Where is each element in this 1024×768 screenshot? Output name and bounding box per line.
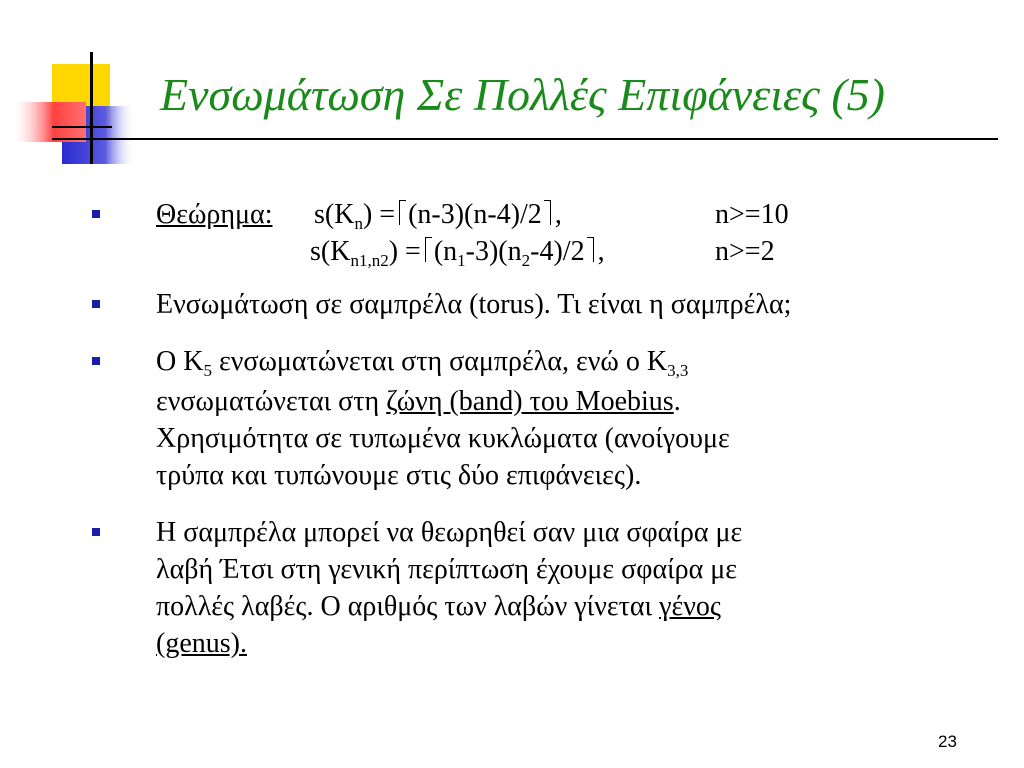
formula-2-part-1: (n: [433, 236, 458, 267]
bullet-square-icon: [92, 300, 100, 308]
title-divider: [52, 138, 998, 140]
formula-1-eq: ) =: [362, 199, 396, 230]
bullet-genus-line-3: [156, 588, 970, 625]
formula-2-lhs: s(K: [310, 236, 351, 267]
ceiling-left-icon: [399, 200, 406, 225]
corner-decoration: [0, 0, 150, 170]
bullet-k5-line-2: [156, 383, 970, 420]
genus-term-english: (genus).: [156, 628, 247, 659]
text-k: Ο K: [156, 346, 204, 377]
ceiling-right-icon: [544, 200, 551, 225]
subscript-5: 5: [203, 361, 212, 380]
bullet-k5-k33: [90, 343, 970, 494]
bullet-torus-text: Ενσωμάτωση σε σαμπρέλα (torus). Τι είναι η σαμπρέλα;: [156, 289, 792, 320]
ceiling-right-icon: [587, 237, 594, 262]
formula-2-part-2: -3)(n: [465, 236, 522, 267]
bullet-genus-line-4: [156, 625, 970, 662]
formula-2-subscript-1: 1: [457, 251, 466, 270]
formula-1-lhs: s(K: [314, 199, 355, 230]
formula-2-part-3: -4)/2: [530, 236, 585, 267]
bullet-k5-line-4: τρύπα και τυπώνουμε στις δύο επιφάνειες).: [156, 460, 642, 491]
bullet-genus-line-1: Η σαμπρέλα μπορεί να θεωρηθεί σαν μια σφαίρα με: [156, 517, 743, 548]
formula-2-comma: ,: [597, 236, 605, 267]
bullet-torus: [90, 286, 970, 323]
formula-2-subscript: n1,n2: [350, 251, 389, 270]
formula-2: [310, 233, 605, 273]
formula-1-comma: ,: [554, 199, 562, 230]
genus-term-greek: γένος: [659, 591, 721, 622]
text-embeds-in: ενσωματώνεται στη: [156, 386, 387, 417]
theorem-line-2: [156, 233, 970, 270]
slide-body: [90, 196, 970, 662]
formula-2-eq: ) =: [388, 236, 421, 267]
text-embeds-torus: ενσωματώνεται στη σαμπρέλα, ενώ ο K: [211, 346, 668, 377]
bullet-square-icon: [92, 210, 100, 218]
formula-1-subscript: n: [354, 214, 363, 233]
bullet-square-icon: [92, 357, 100, 365]
bullet-genus-line-2: λαβή Έτσι στη γενική περίπτωση έχουμε σφαίρα με: [156, 554, 738, 585]
ceiling-left-icon: [425, 237, 432, 262]
theorem-line-1: [156, 196, 970, 233]
page-number: 23: [938, 732, 957, 751]
subscript-3-3: 3,3: [667, 361, 689, 380]
text-handles-number: πολλές λαβές. Ο αριθμός των λαβών γίνεται: [156, 591, 660, 622]
formula-2-subscript-2: 2: [521, 251, 531, 270]
bullet-theorem: [90, 196, 970, 270]
formula-1-condition: n>=10: [715, 199, 789, 230]
formula-2-condition: n>=2: [715, 236, 775, 267]
moebius-band-term: ζώνη (band) του Moebius: [386, 386, 674, 417]
bullet-k5-line-3: Χρησιμότητα σε τυπωμένα κυκλώματα (ανοίγουμε: [156, 423, 730, 454]
bullet-genus: [90, 514, 970, 662]
bullet-k5-line-1: [156, 343, 970, 383]
bullet-square-icon: [92, 528, 100, 536]
formula-1-expr: (n-3)(n-4)/2: [408, 199, 542, 230]
theorem-label: Θεώρημα:: [156, 199, 273, 230]
text-period: .: [673, 386, 681, 417]
formula-1: [314, 196, 562, 236]
slide-title: Ενσωμάτωση Σε Πολλές Επιφάνειες (5): [160, 69, 885, 120]
